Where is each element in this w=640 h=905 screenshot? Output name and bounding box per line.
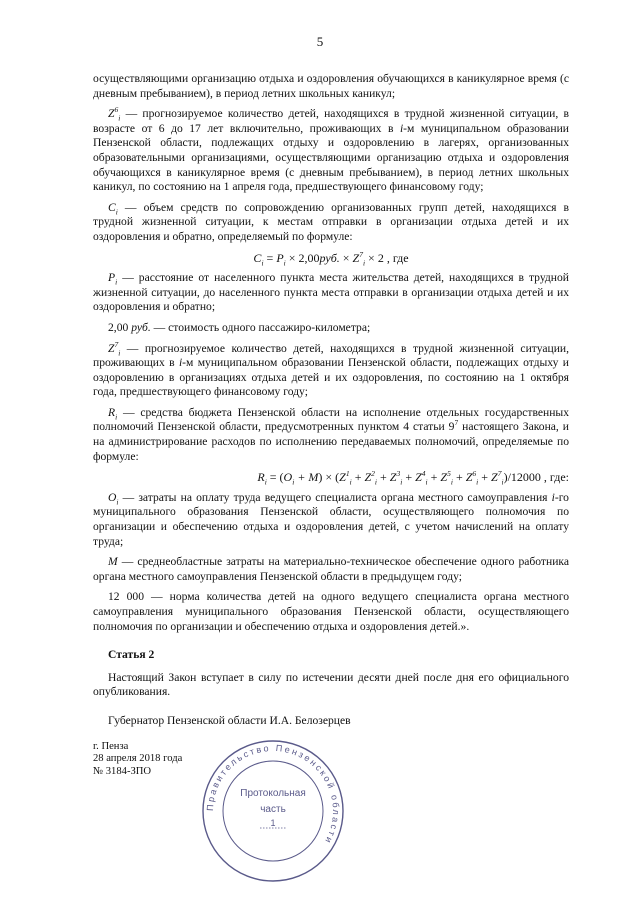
norm-definition: 12 000 — норма количества детей на одного ведущего специалиста органа местного самоуправления муниципального образования Пензенской области, осуществляющего полномочия по организации и обеспечению отдыха и оздоровления детей.». bbox=[93, 590, 569, 633]
m-text: — среднеобластные затраты на материально-техническое обеспечение одного работника органа местного самоуправления Пензенской области в предыдущем году; bbox=[93, 555, 570, 583]
ci-text: — объем средств по сопровождению организованных групп детей, находящихся в трудной жизненной ситуации, к местам отправки в организации отдыха детей и их оздоровления и обратно, определяемый по формуле: bbox=[93, 200, 569, 243]
governor-signature: Губернатор Пензенской области И.А. Белозерцев bbox=[108, 713, 351, 727]
pi-symbol: $P_i$ bbox=[108, 271, 118, 287]
article-text: Настоящий Закон вступает в силу по истечении десяти дней после дня его официального опубликования. bbox=[93, 670, 569, 699]
footer-date: 28 апреля 2018 года bbox=[93, 753, 183, 765]
formula-ci: $C_i = P_i \times 2,00руб$. × $Z^7_i \times 2$ , где bbox=[253, 249, 409, 267]
ri-text-2: настоящего Закона, и на администрирование расходов по исполнению передаваемых полномочий, определяемые по формуле: bbox=[93, 420, 569, 463]
z6-text: — прогнозируемое количество детей, находящихся в трудной жизненной ситуации, в возрасте от 6 до 17 лет включительно, проживающих в bbox=[93, 107, 569, 135]
price-definition: 2,00 руб. — стоимость одного пассажиро-километра; bbox=[108, 320, 371, 334]
ci-symbol: $C_i$ bbox=[108, 200, 118, 217]
article-heading: Статья 2 bbox=[108, 648, 155, 662]
z7-symbol: $Z^7_i$ bbox=[108, 339, 121, 357]
z6-text-2: -м муниципальном образовании Пензенской области, подлежащих отдыху и оздоровлению в лагерях, организованных образовательными организациями, осуществляющими организацию отдыха и оздоровления обучающихся в каникулярное время (с дневным пребыванием), в период летних школьных каникул, по состоянию на 1 апреля года, предшествующего финансовому году; bbox=[93, 121, 569, 194]
m-definition bbox=[93, 555, 569, 584]
official-stamp bbox=[200, 738, 346, 884]
oi-text-2: -го муниципального образования Пензенской области, осуществляющего полномочия по организации и обеспечению отдыха и оздоровления детей, с учетом начислений на оплату труда; bbox=[93, 490, 569, 548]
oi-definition: $O_i$ — затраты на оплату труда ведущего специалиста органа местного самоуправления i-го муниципального образования Пензенской области, осуществляющего полномочия по организации и обеспечению отдыха и оздоровления детей, с учетом начислений на оплату труда; bbox=[93, 490, 569, 548]
footer-city: г. Пенза bbox=[93, 740, 129, 752]
footer-number: № 3184-ЗПО bbox=[93, 765, 152, 777]
z7-definition: $Z^7_i$ — прогнозируемое количество детей, находящихся в трудной жизненной ситуации, проживающих в i-м муниципальном образовании Пензенской области, подлежащих отдыху и оздоровлению в организациях отдыха детей и их оздоровления, по состоянию на 1 октября года, предшествующего финансовому году; bbox=[93, 339, 570, 399]
m-symbol: M bbox=[108, 555, 118, 569]
formula-ri: $R_i = (O_i + M) \times (Z^1_i + Z^2_i + Z^3_i + Z^4_i + Z^5_i + Z^6_i + Z^7_i)/12000$ , где: bbox=[257, 469, 569, 487]
pi-text: — расстояние от населенного пункта места жительства детей, находящихся в трудной жизненной ситуации, до населенного пункта места отправки в организации отдыха детей и их оздоровления и обратно; bbox=[93, 271, 570, 314]
continuation-paragraph: осуществляющими организацию отдыха и оздоровления обучающихся в каникулярное время (с дневным пребыванием), в период летних школьных каникул; bbox=[93, 72, 569, 100]
ri-text: — средства бюджета Пензенской области на исполнение отдельных государственных полномочий Пензенской области, предусмотренных пунктом 4 статьи 9 bbox=[93, 405, 569, 434]
page-number: 5 bbox=[316, 34, 324, 49]
oi-text: — затраты на оплату труда ведущего специалиста органа местного самоуправления bbox=[122, 490, 548, 504]
document-body bbox=[93, 72, 569, 778]
z6-symbol: $Z^6_i$ bbox=[108, 105, 121, 123]
ri-symbol: $R_i$ bbox=[108, 405, 118, 422]
z7-text-2: -м муниципальном образовании Пензенской области, подлежащих отдыху и оздоровлению в организациях отдыха детей и их оздоровления, по состоянию на 1 октября года, предшествующего финансовому году; bbox=[93, 356, 570, 399]
pi-definition bbox=[93, 271, 569, 315]
stamp-ring-text: Правительство Пензенской области bbox=[204, 742, 342, 847]
ri-definition: $R_i$ — средства бюджета Пензенской области на исполнение отдельных государственных полномочий Пензенской области, предусмотренных пунктом 4 статьи $9^7$ настоящего Закона, и на администрирование расходов по исполнению передаваемых полномочий, определяемые по формуле: bbox=[93, 405, 569, 463]
oi-symbol: $O_i$ bbox=[108, 490, 119, 507]
z7-text: — прогнозируемое количество детей, находящихся в трудной жизненной ситуации, проживающих в bbox=[93, 341, 569, 370]
stamp-line3: 1 bbox=[270, 818, 276, 828]
ci-definition bbox=[93, 201, 569, 245]
stamp-line1: Протокольная bbox=[240, 788, 306, 799]
stamp-line2: часть bbox=[260, 804, 286, 815]
z6-definition: $Z^6_i$ — прогнозируемое количество детей, находящихся в трудной жизненной ситуации, в возрасте от 6 до 17 лет включительно, проживающих в i-м муниципальном образовании Пензенской области, подлежащих отдыху и оздоровлению в лагерях, организованных образовательными организациями, осуществляющими организацию отдыха и оздоровления обучающихся в каникулярное время (с дневным пребыванием), в период летних школьных каникул, по состоянию на 1 апреля года, предшествующего финансовому году; bbox=[93, 105, 569, 194]
